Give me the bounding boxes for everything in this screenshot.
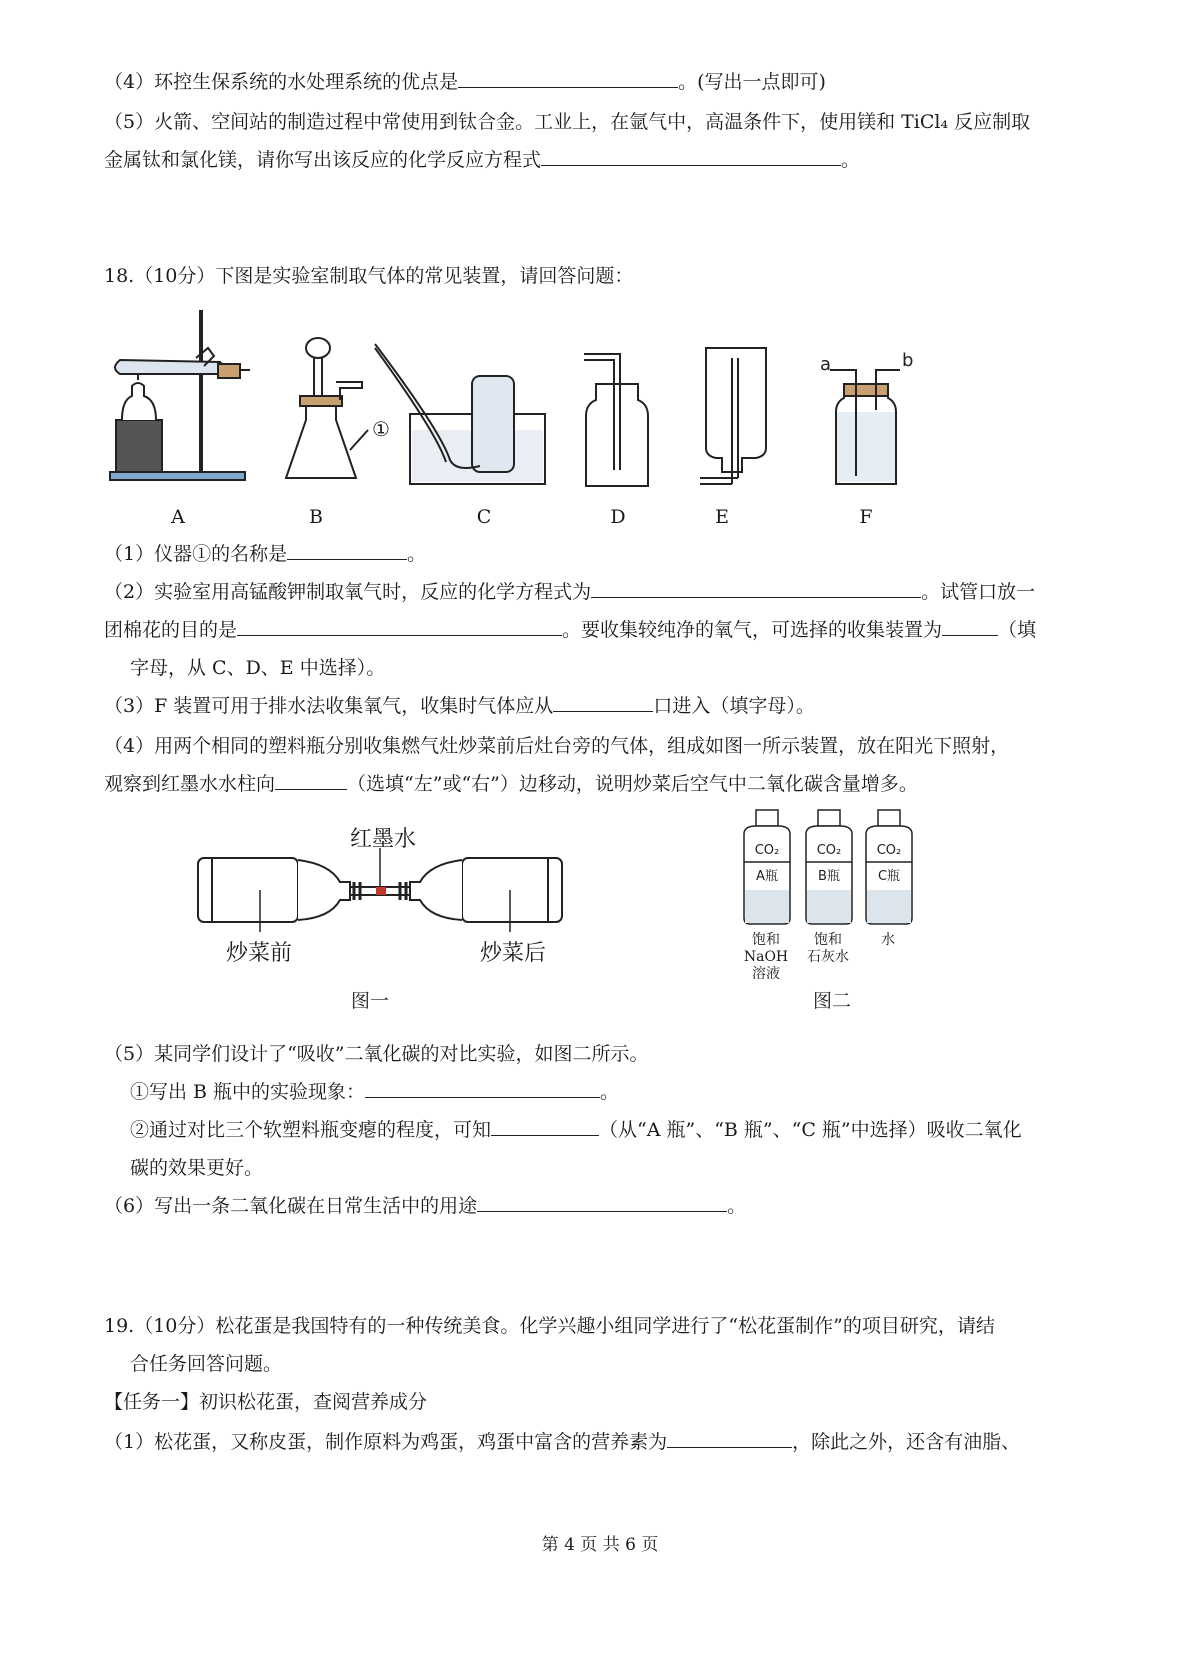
apparatus-a [110,310,250,480]
answer-blank[interactable] [275,771,347,790]
q19-intro-line1: 19.（10分）松花蛋是我国特有的一种传统美食。化学兴趣小组同学进行了“松花蛋制作”的项目研究，请结 [104,1315,995,1337]
q19-part1: （1）松花蛋，又称皮蛋，制作原料为鸡蛋，鸡蛋中富含的营养素为 ，除此之外，还含有油脂、 [104,1431,1021,1453]
bottle-c-liquid: 水 [881,932,895,948]
bottle-a-gas: CO₂ [754,843,780,858]
apparatus-e [700,348,766,484]
apparatus-figure [100,300,1100,500]
answer-blank[interactable] [553,693,653,712]
label-c: C [476,506,492,528]
q18-part2-line2: 团棉花的目的是 。要收集较纯净的氧气，可选择的收集装置为 （填 [104,619,1037,641]
figure-one-caption: 图一 [350,990,389,1012]
answer-blank[interactable] [541,147,841,166]
bottle-a-name: A瓶 [756,869,778,884]
answer-blank[interactable] [458,69,678,88]
q18-part4-line1: （4）用两个相同的塑料瓶分别收集燃气灶炒菜前后灶台旁的气体，组成如图一所示装置，放在阳光下照射， [104,735,1010,757]
answer-blank[interactable] [237,617,562,636]
q17-part5-line2: 金属钛和氯化镁，请你写出该反应的化学反应方程式 。 [104,149,861,171]
figure-two [736,806,926,936]
answer-blank[interactable] [942,617,998,636]
bottle-c-name: C瓶 [877,869,901,884]
bottle-b-gas: CO₂ [816,843,842,858]
bottle-b-liquid: 饱和 石灰水 [807,932,849,965]
answer-blank[interactable] [477,1193,727,1212]
q17-part4: （4）环控生保系统的水处理系统的优点是 。(写出一点即可) [104,71,826,93]
before-cooking-label: 炒菜前 [226,941,293,966]
label-e: E [715,506,729,528]
bottle-a-liquid: 饱和 NaOH 溶液 [743,932,789,982]
q17-part5-line1: （5）火箭、空间站的制造过程中常使用到钛合金。工业上，在氩气中，高温条件下，使用镁和 TiCl₄ 反应制取 [104,111,1031,133]
q18-part5-2-line2: 碳的效果更好。 [130,1157,264,1179]
red-ink-label: 红墨水 [350,827,417,852]
q18-part2-line3: 字母，从 C、D、E 中选择）。 [130,657,386,679]
q18-intro: 18.（10分）下图是实验室制取气体的常见装置，请回答问题： [104,265,634,287]
q19-intro-line2: 合任务回答问题。 [130,1353,283,1375]
page-footer: 第 4 页 共 6 页 [541,1535,659,1555]
bottle-c-gas: CO₂ [876,843,902,858]
answer-blank[interactable] [287,541,407,560]
bottle-b-name: B瓶 [818,869,840,884]
apparatus-d [584,354,648,486]
answer-blank[interactable] [591,579,921,598]
q18-part3: （3）F 装置可用于排水法收集氧气，收集时气体应从 口进入（填字母）。 [104,695,815,717]
port-a-label: a [820,354,832,375]
answer-blank[interactable] [667,1429,792,1448]
label-a: A [171,506,185,528]
q18-part6: （6）写出一条二氧化碳在日常生活中的用途 。 [104,1195,747,1217]
q18-part4-line2: 观察到红墨水水柱向 （选填“左”或“右”）边移动，说明炒菜后空气中二氧化碳含量增多。 [104,773,918,795]
answer-blank[interactable] [365,1079,600,1098]
q18-part5-2: ②通过对比三个软塑料瓶变瘪的程度，可知 （从“A 瓶”、“B 瓶”、“C 瓶”中选择）吸收二氧化 [130,1119,1022,1141]
q19-task1: 【任务一】初识松花蛋，查阅营养成分 [104,1391,428,1413]
label-d: D [610,506,626,528]
apparatus-b [286,338,368,478]
q18-part2-line1: （2）实验室用高锰酸钾制取氧气时，反应的化学方程式为 。试管口放一 [104,581,1036,603]
q18-part1: （1）仪器①的名称是 。 [104,543,427,565]
apparatus-c [375,344,545,484]
q18-part5-1: ①写出 B 瓶中的实验现象： 。 [130,1081,620,1103]
label-f: F [859,506,873,528]
figure-two-caption: 图二 [812,990,851,1012]
q18-part5: （5）某同学们设计了“吸收”二氧化碳的对比实验，如图二所示。 [104,1043,649,1065]
apparatus-f [830,370,900,484]
label-b: B [309,506,323,528]
after-cooking-label: 炒菜后 [480,941,547,966]
instrument-one-label: ① [372,417,390,441]
port-b-label: b [902,350,914,371]
answer-blank[interactable] [491,1117,599,1136]
